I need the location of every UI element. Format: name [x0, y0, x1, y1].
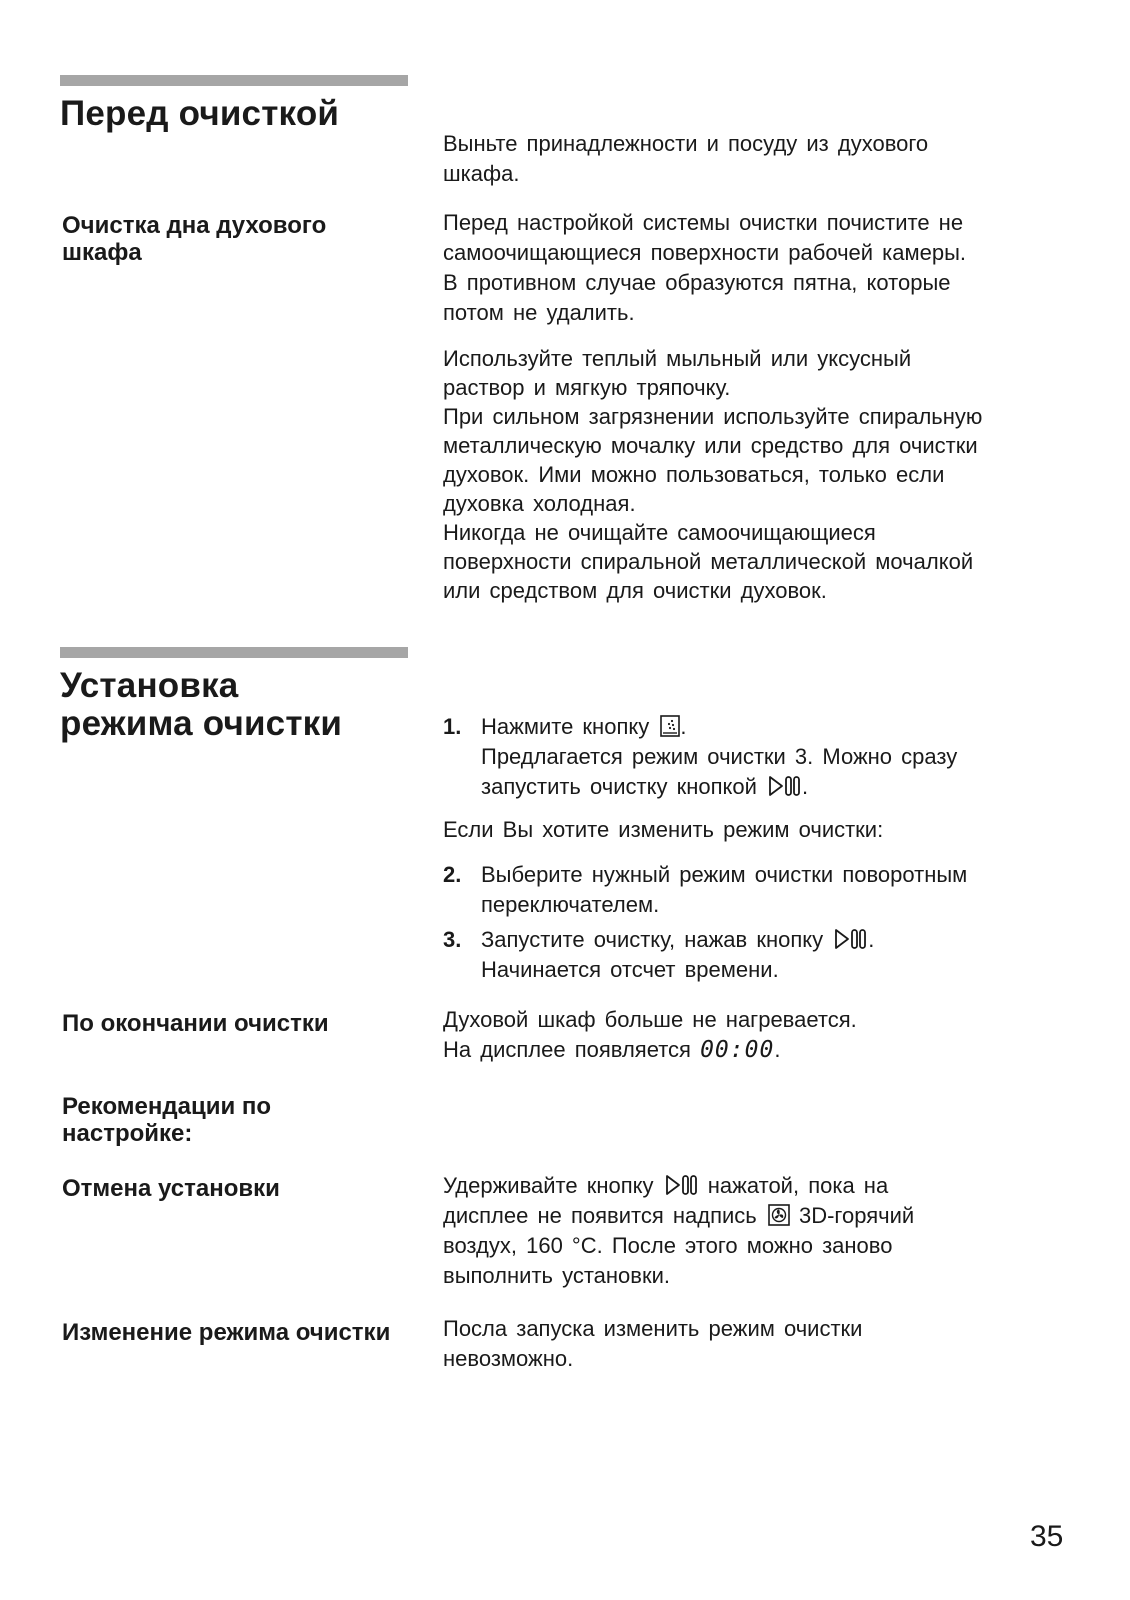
change-mode-text: Посла запуска изменить режим очистки невозможно.	[443, 1316, 863, 1371]
section-divider-setup	[60, 647, 408, 658]
cleaning-button-icon	[660, 715, 680, 737]
oven-floor-paragraph-1: Перед настройкой системы очистки почистите не самоочищающиеся поверхности рабочей камеры. В противном случае образуются пятна, которые потом не удалить.	[443, 210, 967, 325]
cancel-setup-text: Удерживайте кнопку нажатой, пока на дисплее не появится надпись 3D-горячий воздух, 160 °C. После этого можно заново выполнить установки.	[443, 1173, 915, 1288]
subheading-recommendations: Рекомендации по настройке:	[62, 1093, 272, 1147]
step-2: 2. Выберите нужный режим очистки поворотным переключателем.	[443, 862, 968, 917]
section-title-setup-cleaning: Установка режима очистки	[60, 666, 343, 743]
subheading-after-cleaning: По окончании очистки	[62, 1010, 329, 1037]
subheading-oven-floor-cleaning: Очистка дна духового шкафа	[62, 212, 327, 266]
intro-paragraph: Выньте принадлежности и посуду из духового шкафа.	[443, 131, 929, 186]
subheading-change-mode: Изменение режима очистки	[62, 1319, 391, 1346]
hot-air-3d-icon	[768, 1204, 790, 1226]
oven-floor-paragraph-2: Используйте теплый мыльный или уксусный раствор и мягкую тряпочку. При сильном загрязнении используйте спиральную металлическую мочалку или средство для очистки духовок. Ими можно пользоваться, только если духовка холодная. Никогда не очищайте самоочищающиеся поверхности спиральной металлической мочалкой или средством для очистки духовок.	[443, 346, 983, 603]
section-divider-top	[60, 75, 408, 86]
step-number: 3.	[443, 927, 462, 952]
subheading-cancel-setup: Отмена установки	[62, 1175, 280, 1202]
after-cleaning-text: Духовой шкаф больше не нагревается. На дисплее появляется 00:00.	[443, 1007, 857, 1063]
page-number: 35	[1030, 1520, 1064, 1553]
step-3: 3. Запустите очистку, нажав кнопку . Начинается отсчет времени.	[443, 927, 875, 982]
start-pause-icon	[768, 775, 802, 797]
step-1: 1. Нажмите кнопку . Предлагается режим очистки 3. Можно сразу запустить очистку кнопкой .	[443, 714, 958, 799]
start-pause-icon	[834, 928, 868, 950]
step-number: 2.	[443, 862, 462, 887]
section-title-before-cleaning: Перед очисткой	[60, 94, 340, 133]
start-pause-icon	[665, 1174, 699, 1196]
step-number: 1.	[443, 714, 462, 739]
change-mode-intro: Если Вы хотите изменить режим очистки:	[443, 817, 884, 842]
display-readout: 00:00	[700, 1037, 775, 1063]
